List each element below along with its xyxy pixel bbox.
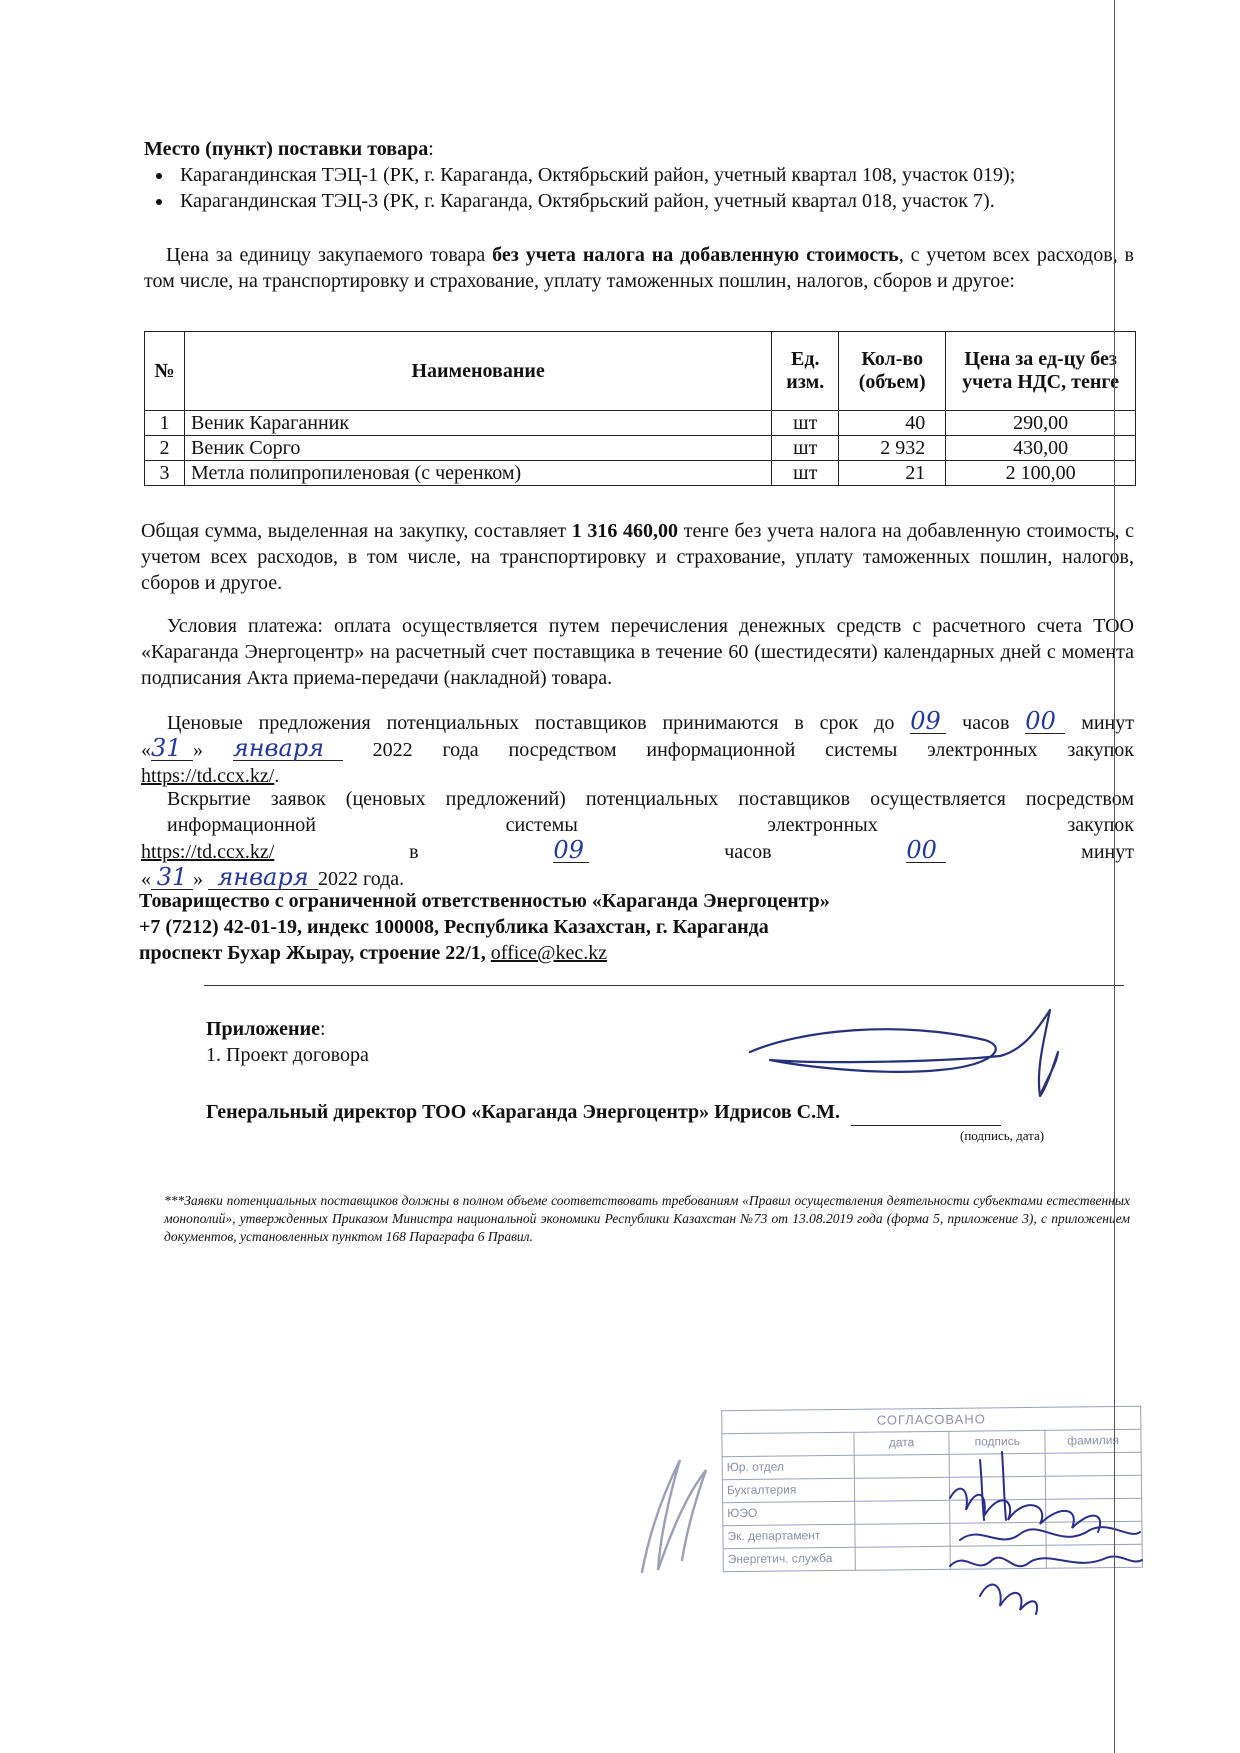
items-table-wrap: [144, 331, 1136, 486]
quote-close: »: [193, 868, 203, 890]
stamp-row-label: Юр. отдел: [722, 1455, 854, 1479]
total-amount: 1 316 460,00: [571, 520, 679, 542]
deadline-text-hours: часов: [946, 712, 1026, 734]
items-table: [144, 331, 1136, 486]
header-name: Наименование: [184, 332, 771, 411]
appendix-item: 1. Проект договора: [206, 1044, 369, 1066]
deadline-line-2: [141, 736, 1134, 763]
delivery-heading: Место (пункт) поставки товара: [144, 138, 429, 160]
delivery-section: [144, 136, 1134, 214]
deadline-paragraph: [141, 709, 1134, 789]
cell-unit: шт: [772, 411, 839, 436]
header-price: Цена за ед-цу без учета НДС, тенге: [946, 332, 1136, 411]
stamp-col-signature: подпись: [949, 1430, 1045, 1454]
deadline-text-minutes: минут: [1065, 712, 1134, 734]
company-address: проспект Бухар Жырау, строение 22/1,: [139, 942, 491, 964]
deadline-day: 31: [151, 736, 193, 761]
scan-fold-line: [1114, 0, 1115, 1753]
company-email-link[interactable]: office@kec.kz: [490, 942, 608, 964]
company-name: Товарищество с ограниченной ответственностью «Караганда Энергоцентр»: [139, 890, 830, 912]
total-text-end: тенге без учета налога на добавленную стоимость, с учетом всех расходов, в том числе, на транспортировку и страхование, уплату таможенных пошлин, налогов, сборов и другое.: [141, 520, 1134, 594]
stamp-row-label: Эк. департамент: [723, 1524, 855, 1548]
table-row: [145, 411, 1136, 436]
table-row: [145, 436, 1136, 461]
cell-price: 2 100,00: [946, 461, 1136, 486]
cell-num: 3: [145, 461, 185, 486]
appendix-block: [206, 1016, 806, 1068]
quote-open: «: [141, 739, 151, 761]
company-contacts: +7 (7212) 42-01-19, индекс 100008, Республика Казахстан, г. Караганда: [139, 916, 769, 938]
cell-qty: 2 932: [839, 436, 946, 461]
signatory-text: Генеральный директор ТОО «Караганда Энергоцентр» Идрисов С.М.: [206, 1101, 840, 1123]
signatory-line: [206, 1099, 1166, 1126]
cell-name: Веник Сорго: [184, 436, 771, 461]
deadline-text: Ценовые предложения потенциальных поставщиков принимаются в срок до: [167, 712, 911, 734]
stamp-row-label: Энергетич. служба: [723, 1547, 855, 1571]
opening-day: 31: [151, 865, 193, 890]
cell-price: 290,00: [946, 411, 1136, 436]
price-intro-text-end: , с учетом всех расходов, в том числе, на транспортировку и страхование, уплату таможенных пошлин, налогов, сборов и другое:: [144, 244, 1134, 292]
stamp-row-label: Бухгалтерия: [722, 1478, 854, 1502]
header-unit: Ед. изм.: [772, 332, 839, 411]
deadline-hour: 09: [910, 709, 946, 734]
stamp-row-label: ЮЭО: [723, 1501, 855, 1525]
table-header-row: [145, 332, 1136, 411]
cell-unit: шт: [772, 461, 839, 486]
deadline-period: .: [274, 765, 280, 787]
delivery-heading-line: [144, 136, 1134, 162]
deadline-url-link[interactable]: https://td.ccx.kz/: [141, 765, 275, 787]
total-paragraph: [141, 518, 1134, 596]
opening-text: Вскрытие заявок (ценовых предложений) потенциальных поставщиков осуществляется посредством информационной системы электронных закупок: [167, 788, 1134, 836]
cell-num: 1: [145, 411, 185, 436]
price-intro-paragraph: [144, 242, 1134, 294]
cell-num: 2: [145, 436, 185, 461]
cell-name: Метла полипропиленовая (с черенком): [184, 461, 771, 486]
appendix-heading-line: [206, 1016, 806, 1042]
header-num: №: [145, 332, 185, 411]
opening-line-1: [141, 786, 1134, 838]
stamp-col-surname: фамилия: [1045, 1429, 1141, 1453]
opening-text-minutes: минут: [946, 841, 1134, 863]
stamp-title: СОГЛАСОВАНО: [722, 1406, 1141, 1433]
appendix-colon: :: [319, 1018, 326, 1040]
delivery-heading-colon: :: [428, 138, 434, 160]
opening-text-year: 2022 года.: [318, 868, 405, 890]
cell-qty: 40: [839, 411, 946, 436]
cell-name: Веник Караганник: [184, 411, 771, 436]
signature-blank: [851, 1099, 1001, 1126]
director-signature: [740, 1000, 1100, 1110]
company-block: [139, 888, 1139, 966]
deadline-month: января: [233, 736, 343, 761]
opening-month: января: [208, 865, 318, 890]
opening-minute: 00: [906, 838, 946, 863]
table-row: [145, 461, 1136, 486]
delivery-list: [144, 162, 1134, 214]
header-qty: Кол-во (объем): [839, 332, 946, 411]
cell-unit: шт: [772, 436, 839, 461]
opening-url-link[interactable]: https://td.ccx.kz/: [141, 841, 275, 863]
appendix-heading: Приложение: [206, 1018, 320, 1040]
signature-caption: (подпись, дата): [960, 1128, 1045, 1143]
total-text: Общая сумма, выделенная на закупку, составляет: [141, 520, 572, 542]
stamp-signatures: [620, 1400, 1160, 1630]
quote-close: »: [193, 739, 203, 761]
delivery-item: • Карагандинская ТЭЦ-1 (РК, г. Караганда, Октябрьский район, учетный квартал 108, участок 019);: [174, 162, 1134, 188]
section-divider: [204, 985, 1124, 986]
deadline-line-1: [141, 709, 1134, 736]
opening-line-2: [141, 838, 1134, 865]
opening-paragraph: [141, 786, 1134, 892]
price-intro-text: Цена за единицу закупаемого товара: [166, 244, 493, 266]
price-intro-bold: без учета налога на добавленную стоимость: [492, 244, 899, 266]
cell-price: 430,00: [946, 436, 1136, 461]
cell-qty: 21: [839, 461, 946, 486]
quote-open: «: [141, 868, 151, 890]
payment-paragraph: Условия платежа: оплата осуществляется путем перечисления денежных средств с расчетного счета ТОО «Караганда Энергоцентр» на расчетный счет поставщика в течение 60 (шестидесяти) календарных дней с момента подписания Акта приема-передачи (накладной) товара.: [141, 615, 1134, 689]
opening-text-in: в: [274, 841, 554, 863]
opening-hour: 09: [553, 838, 589, 863]
delivery-item: • Карагандинская ТЭЦ-3 (РК, г. Караганда, Октябрьский район, учетный квартал 018, участок 7).: [174, 188, 1134, 214]
deadline-minute: 00: [1025, 709, 1065, 734]
company-address-line: [139, 940, 1139, 966]
stamp-col-date: дата: [854, 1431, 950, 1455]
footnote: ***Заявки потенциальных поставщиков должны в полном объеме соответствовать требованиям «Правил осуществления деятельности субъектами естественных монополий», утвержденных Приказом Министра национальной экономики Республики Казахстан №73 от 13.08.2019 года (форма 5, приложение 3), с приложением документов, установленных пунктом 168 Параграфа 6 Правил.: [164, 1193, 1130, 1245]
opening-text-hours: часов: [589, 841, 907, 863]
deadline-text-system: 2022 года посредством информационной системы электронных закупок: [342, 739, 1134, 761]
